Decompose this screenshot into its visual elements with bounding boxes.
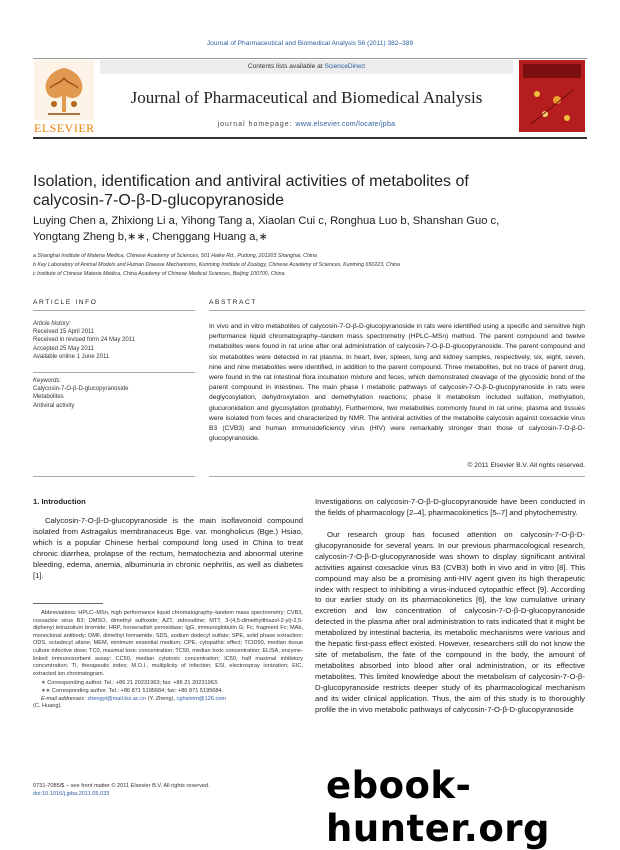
affiliation-a: a Shanghai Institute of Materia Medica, Chinese Academy of Sciences, 501 Haike Rd., Pudong, 201203 Shanghai, China	[33, 253, 317, 259]
ebook-hunter-watermark: ebook-hunter.org	[326, 764, 550, 850]
issn-doi-block	[33, 783, 303, 798]
affiliation-b: b Key Laboratory of Animal Models and Human Disease Mechanisms, Kunming Institute of Zoology, Chinese Academy of Sciences, Kunming 650223, China	[33, 262, 400, 268]
history-label: Article history:	[33, 321, 71, 327]
author-line1: Luying Chen a, Zhixiong Li a, Yihong Tang a, Xiaolan Cui c, Ronghua Luo b, Shanshan Guo c,	[33, 215, 500, 227]
keywords-label: Keywords:	[33, 378, 62, 384]
history-received: Received 15 April 2011	[33, 329, 95, 336]
history-online: Available online 1 June 2011	[33, 353, 110, 360]
email-link-huang[interactable]: cghsimm@126.com	[176, 695, 227, 702]
article-info-heading: ARTICLE INFO	[33, 299, 98, 306]
journal-homepage	[100, 121, 513, 128]
homepage-link[interactable]: www.elsevier.com/locate/jpba	[295, 121, 396, 128]
history-revised: Received in revised form 24 May 2011	[33, 337, 135, 344]
abbreviations-footnote: Abbreviations: HPLC–MSn, high performance liquid chromatography–tandem mass spectrometry; CVB3, coxsackie virus B3; DMSO, dimethyl sulfoxide; AZT, zidovudine; MTT, 3-(4,5-dimethylthiazol-2-yl)-2,5-diphenyl tetrazolium bromide; HRP, horseradish peroxidase; IgG, immunoglobulin G; Fc, fragment Fc; MAb, monoclonal antibody; DMF, dimethyl formamide; SDS, sodium dodecyl sulfate; SPE, solid phase extraction; ODS, octadecyl silane; MEM, minimum essential medium; CPE, cytopathic effect; TCID50, median tissue culture infective dose; TC0, maximal toxic concentration; TC50, median toxic concentration; ELISA, enzyme-linked immunosorbent assay; CC50, median cytotoxic concentration; IC50, half maximal inhibitory concentration; TI, therapeutic index; M.O.I., multiplicity of infection; ESI, electrospray ionization; EIC, extracted ion chromatogram.	[33, 610, 303, 677]
article-title	[33, 172, 593, 210]
article-title-line2: calycosin-7-O-β-D-glucopyranoside	[33, 192, 285, 209]
email-suffix-zheng: (Y. Zheng),	[146, 695, 177, 702]
cover-artwork	[527, 84, 577, 128]
keyword-item: Metabolites	[33, 394, 64, 401]
email-tail: (C. Huang).	[33, 703, 62, 710]
abstract-text: In vivo and in vitro metabolites of calycosin-7-O-β-D-glucopyranoside in rats were identified using a specific and sensitive high performance liquid chromatography–tandem mass spectrometry (HPLC–MSn) method. The parent compound and twelve metabolites were found in rat urine after oral administration of calycosin-7-O-β-D-glucopyranoside. The parent compound and six metabolites were detected in rat plasma. In heart, liver, spleen, lung and kidney samples, respectively, six, eight, seven, nine and nine metabolites were identified, in addition to the parent compound. Three metabolites, but no trace of parent drug, were found in the rat intestinal flora incubation mixture and feces, which demonstrated cleavage of the glycosidic bond of the parent compound in intestines. The main phase I metabolic pathways of calycosin-7-O-β-D-glucopyranoside in rats were deglycosylation, dehydroxylation and demethylation reactions; phase II metabolism included sulfation, methylation, glucuronidation and glycosylation (probably). Furthermore, two metabolites commonly found in rat urine, plasma and tissues were isolated from feces and characterized by NMR. The antiviral activities of the metabolite calycosin against coxsackie virus B3 (CVB3) and human immunodeficiency virus (HIV) were remarkably stronger than those of calycosin-7-O-β-D-glucopyranoside.	[209, 323, 585, 443]
article-info-rule	[33, 310, 195, 311]
contents-prefix: Contents lists available at	[247, 63, 325, 70]
elsevier-wordmark: ELSEVIER	[34, 121, 95, 135]
history-accepted: Accepted 25 May 2011	[33, 345, 94, 352]
keywords-block	[33, 377, 198, 410]
corresponding-author-2: ∗∗ Corresponding author. Tel.: +86 871 5195684; fax: +86 871 5195684.	[41, 687, 224, 694]
contents-available-bar	[100, 60, 513, 74]
cover-title-band	[523, 64, 581, 78]
author-list	[33, 213, 593, 245]
footnotes	[33, 610, 303, 711]
abstract-bottom-rule	[209, 476, 585, 477]
article-title-line1: Isolation, identification and antiviral activities of metabolites of	[33, 173, 469, 190]
journal-citation[interactable]: Journal of Pharmaceutical and Biomedical Analysis 56 (2011) 382–389	[206, 40, 414, 47]
intro-paragraph-right-1: Investigations on calycosin-7-O-β-D-glucopyranoside have been conducted in the fields of pharmacology [2–4], pharmacokinetics [5–7] and phytochemistry.	[315, 497, 585, 517]
keyword-item: Antiviral activity	[33, 402, 75, 409]
section-heading-introduction: 1. Introduction	[33, 497, 86, 506]
intro-paragraph-right-2: Our research group has focused attention on calycosin-7-O-β-D-glucopyranoside for several years. In our previous pharmacological research, calycosin-7-O-β-D-glucopyranoside was shown to display significant antiviral activities against coxsackie virus B3 (CVB3) both in vivo and in vitro [8]. This compound may also be a promising anti-HIV agent given its high therapeutic index with respect to inhibiting a virus-induced cytopathic effect [9]. According to our earlier study on its pharmacokinetics [6], the low cumulative urinary excretion and low concentration of calycosin-7-O-β-D-glucopyranoside detected in the plasma after oral administration to rats indicated that it might be metabolized by intestinal bacteria, its metabolic mechanisms were various and the hepatic first-pass effect existed. However, researchers still do not know the site of metabolism, the fate of the compound in the body, the amount of metabolites absorbed into blood after oral administration, or its effective metabolites. This limited knowledge about the metabolism of calycosin-7-O-β-D-glucopyranoside restricts deeper study of its pharmacological mechanism and its wider clinical application. Thus, the aim of this study is to thoroughly profile the in vivo metabolic pathways of calycosin-7-O-β-D-glucopyranoside	[315, 530, 585, 714]
intro-paragraph-left: Calycosin-7-O-β-D-glucopyranoside is the main isoflavonoid compound isolated from Astragalus membranaceus Bge. var. mongholicus (Bge.) Hsiao, which is a popular Chinese herbal compound long used in China to treat chronic diarrhea, prolapse of the rectum, hematochezia and abnormal uterine bleeding, edema, anemia, albuminuria in chronic nephritis, as well as diabetes [1].	[33, 516, 303, 580]
affiliation-c: c Institute of Chinese Materia Medica, China Academy of Chinese Medical Sciences, Beijing 100700, China	[33, 271, 285, 277]
abstract-heading: ABSTRACT	[209, 299, 257, 306]
email-prefix: E-mail addresses:	[41, 695, 88, 702]
homepage-prefix: journal homepage:	[217, 121, 296, 128]
author-line2: Yongtang Zheng b,∗∗, Chenggang Huang a,∗	[33, 231, 268, 243]
journal-cover-thumbnail	[519, 60, 585, 132]
journal-title: Journal of Pharmaceutical and Biomedical Analysis	[130, 88, 483, 107]
keyword-item: Calycosin-7-O-β-D-glucopyranoside	[33, 386, 129, 393]
doi-link[interactable]: doi:10.1016/j.jpba.2011.05.033	[33, 790, 110, 797]
corresponding-author-1: ∗ Corresponding author. Tel.: +86 21 20231963; fax: +86 21 20231963.	[41, 680, 219, 687]
affiliations	[33, 252, 593, 279]
email-link-zheng[interactable]: zhengyt@mail.kiz.ac.cn	[87, 695, 147, 702]
issn-line: 0731-7085/$ – see front matter © 2011 Elsevier B.V. All rights reserved.	[33, 783, 210, 789]
article-history	[33, 320, 198, 361]
footnote-rule	[33, 603, 103, 604]
email-addresses	[33, 696, 303, 704]
sciencedirect-link[interactable]: ScienceDirect	[324, 63, 366, 70]
abstract-copyright: © 2011 Elsevier B.V. All rights reserved.	[467, 462, 585, 469]
article-info-bottom-rule	[33, 476, 195, 477]
keywords-rule	[33, 372, 195, 373]
abstract-rule	[209, 310, 585, 311]
